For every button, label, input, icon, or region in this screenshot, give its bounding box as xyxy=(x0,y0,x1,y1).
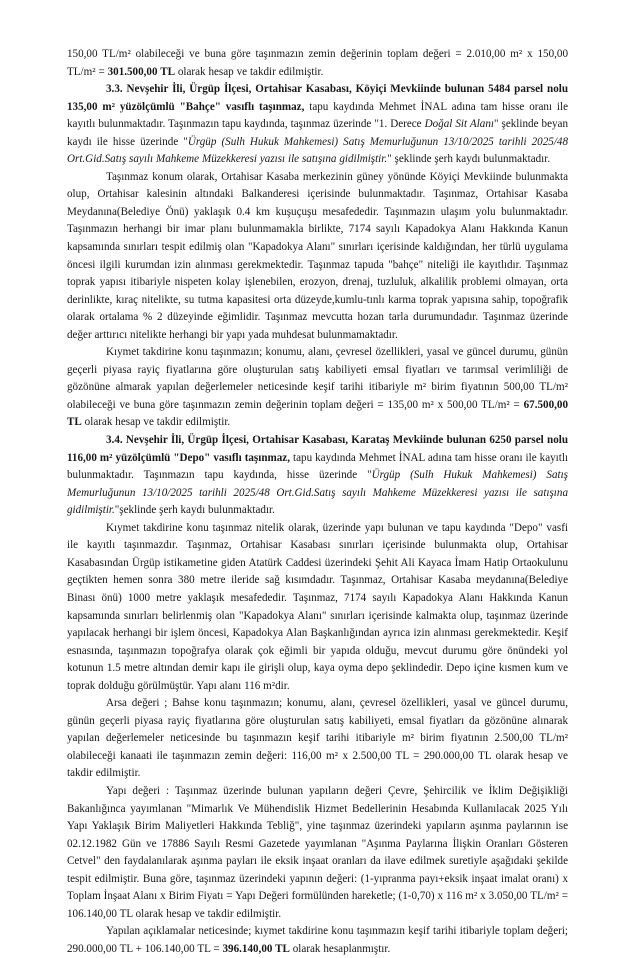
paragraph-p-3-4-description xyxy=(67,520,568,695)
text-run: olarak hesaplanmıştır. xyxy=(289,942,391,955)
document-body xyxy=(67,46,568,958)
paragraph-p-3-3-location xyxy=(67,169,568,344)
text-run: olarak hesap ve takdir edilmiştir. xyxy=(175,65,324,78)
paragraph-p-3-3-valuation xyxy=(67,344,568,432)
text-run: 3.4. Nevşehir İli, Ürgüp İlçesi, Ortahisar Kasabası, Karataş Mevkiinde bulunan 6250 parsel nolu 116,00 m² yüzölçümlü "Depo" vasıflı taşınmaz, xyxy=(67,434,568,464)
paragraph-p-3-4-land-value xyxy=(67,695,568,783)
text-run: Kıymet takdirine konu taşınmaz nitelik olarak, üzerinde yapı bulunan ve tapu kaydında "Depo" vasfi ile kayıtlı taşınmazdır. Taşınmaz, Ortahisar Kasabası sınırları içerisinde bulunmakta olup, Ortahisar Kasabasından Ürgüp istikametine giden Atatürk Caddesi üzerindeki Şehit Ali Kayaca İmam Hatip Ortaokulunu geçtikten hemen sonra 380 metre ileride sağ kısımdadır. Taşınmaz, Ortahisar Kasaba meydanına(Belediye Binası önü) 1000 metre yaklaşık mesafededir. Taşınmaz, 7174 sayılı Kapadokya Alanı Hakkında Kanun kapsamında sınırları belirlenmiş olan "Kapadokya Alanı" sınırları içerisinde kalmakta olup, taşınmaz üzerinde yapılacak herhangi bir işlem öncesi, Kapadokya Alan Başkanlığından ayrıca izin alınması gerekmektedir. Keşif esnasında, taşınmazın topoğrafya olarak çok eğimli bir yapıda olduğu, mevcut durumu göre önündeki yol kotunun 1.5 metre altından demir kapı ile girişli olup, kaya oyma depo şeklindedir. Depo içine kısmen kum ve toprak dolduğu görülmüştür. Yapı alanı 116 m²dir. xyxy=(67,521,568,692)
text-run: Taşınmaz konum olarak, Ortahisar Kasaba merkezinin güney yönünde Köyiçi Mevkiinde bulunmakta olup, Ortahisar kalesinin altındaki Balkanderesi içerisinde bulunmaktadır. Taşınmaz, Ortahisar Kasaba Meydanına(Belediye Önü) yaklaşık 0.4 km kuşuçuşu mesafededir. Taşınmazın ulaşım yolu bulunmaktadır. Taşınmazın herhangi bir imar planı bulunmamakla birlikte, 7174 sayılı Kapadokya Alanı Hakkında Kanun kapsamında sınırları tespit edilmiş olan "Kapadokya Alanı" sınırları içerisinde kaldığından, her türlü uygulama öncesi ilgili kurumdan izin alınması gerekmektedir. Taşınmaz tapuda "bahçe" niteliği ile kayıtlıdır. Taşınmaz toprak yapısı itibariyle nispeten kolay işlenebilen, erozyon, drenaj, tuzluluk, alkalilik problemi olmayan, orta derinlikte, kıraç nitelikte, su tutma kapasitesi orta düzeyde,kumlu-tınlı karma toprak yapısına sahip, topoğrafik olarak ortalama % 2 düzeyinde eğimlidir. Taşınmaz mevcutta hozan tarla durumundadır. Taşınmaz üzerinde değer arttırıcı nitelikte herhangi bir yapı yada muhdesat bulunmamaktadır. xyxy=(67,170,568,341)
text-run: " şeklinde beyan kaydı ile hisse üzerinde " xyxy=(67,118,569,148)
text-run: Yapılan açıklamalar neticesinde; kıymet takdirine konu taşınmazın keşif tarihi itibariyle toplam değeri; 290.000,00 TL + 106.140,00 TL = xyxy=(67,925,568,955)
paragraph-p-3-4-total xyxy=(67,923,568,958)
text-run: "şeklinde şerh kaydı bulunmaktadır. xyxy=(114,504,275,517)
paragraph-p-3-3-heading xyxy=(67,81,568,169)
paragraph-p-3-2-continuation xyxy=(67,46,568,81)
text-run: 3.3. Nevşehir İli, Ürgüp İlçesi, Ortahisar Kasabası, Köyiçi Mevkiinde bulunan 5484 parsel nolu 135,00 m² yüzölçümlü "Bahçe" vasıflı taşınmaz, xyxy=(67,83,568,113)
text-run: " şeklinde şerh kaydı bulunmaktadır. xyxy=(387,153,551,166)
text-run: Yapı değeri : Taşınmaz üzerinde bulunan yapıların değeri Çevre, Şehircilik ve İklim Değişikliği Bakanlığınca yayımlanan "Mimarlık Ve Mühendislik Hizmet Bedellerinin Hesabında Kullanılacak 2025 Yılı Yapı Yaklaşık Birim Maliyetleri Hakkında Tebliğ", yine taşınmaz üzerindeki yapıların aşınma paylarının ise 02.12.1982 Gün ve 17886 Sayılı Resmi Gazetede yayımlanan "Aşınma Paylarına İlişkin Oranları Gösteren Cetvel" den faydalanılarak aşınma payları ile eksik inşaat oranları da ilave edilmek suretiyle aşağıdaki şekilde tespit edilmiştir. Buna göre, taşınmaz üzerindeki yapının değeri: (1-yıpranma payı+eksik inşaat imalat oranı) x Toplam İnşaat Alanı x Birim Fiyatı = Yapı Değeri formülünden hareketle; (1-0,70) x 116 m² x 3.050,00 TL/m² = 106.140,00 TL olarak hesap ve takdir edilmiştir. xyxy=(67,784,568,920)
text-run: Kıymet takdirine konu taşınmazın; konumu, alanı, çevresel özellikleri, yasal ve güncel durumu, günün geçerli piyasa rayiç fiyatlarına göre oluşturulan satış kabiliyeti emsal fiyatları ve tarımsal verimliliği de gözönüne almarak yapılan değerlemeler neticesinde keşif tarihi itibariyle m² birim fiyatının 500,00 TL/m² olabileceği ve buna göre taşınmazın zemin değerinin toplam değeri = 135,00 m² x 500,00 TL/m² = xyxy=(67,346,568,411)
text-run: tapu kaydında Mehmet İNAL adına tam hisse oranı ile kayıtlı bulunmaktadır. Taşınmazın tapu kaydında, hisse üzerinde " xyxy=(67,451,568,482)
text-run: Ürgüp (Sulh Hukuk Mahkemesi) Satış Memurluğunun 13/10/2025 tarihli 2025/48 Ort.Gid.Satış sayılı Mahkeme Müzekkeresi yazısı ile satışına gidilmiştir. xyxy=(67,469,568,517)
text-run: 150,00 TL/m² olabileceği ve buna göre taşınmazın zemin değerinin toplam değeri = 2.010,00 m² x 150,00 TL/m² = xyxy=(67,48,568,78)
text-run: 67.500,00 TL xyxy=(67,398,568,429)
text-run: tapu kaydında Mehmet İNAL adına tam hisse oranı ile kayıtlı bulunmaktadır. Taşınmazın tapu kaydında, taşınmaz üzerinde "1. Derece xyxy=(67,100,568,131)
text-run: Doğal Sit Alanı xyxy=(424,118,494,131)
text-run: Ürgüp (Sulh Hukuk Mahkemesi) Satış Memurluğunun 13/10/2025 tarihli 2025/48 Ort.Gid.Satış sayılı Mahkeme Müzekkeresi yazısı ile satışına gidilmiştir. xyxy=(67,135,568,166)
text-run: 301.500,00 TL xyxy=(107,65,175,78)
text-run: 396.140,00 TL xyxy=(222,942,290,955)
paragraph-p-3-4-building-value xyxy=(67,783,568,923)
text-run: olarak hesap ve takdir edilmiştir. xyxy=(81,416,231,429)
paragraph-p-3-4-heading xyxy=(67,432,568,520)
text-run: Arsa değeri ; Bahse konu taşınmazın; konumu, alanı, çevresel özellikleri, yasal ve güncel durumu, günün geçerli piyasa rayiç fiyatlarına göre oluşturulan satış kabiliyeti, emsal fiyatları da gözönüne alınarak yapılan değerlemeler neticesinde bu taşınmazın keşif tarihi itibariyle m² birim fiyatının 2.500,00 TL/m² olabileceği kanaati ile taşınmazın zemin değeri: 116,00 m² x 2.500,00 TL = 290.000,00 TL olarak hesap ve takdir edilmiştir. xyxy=(67,697,568,780)
